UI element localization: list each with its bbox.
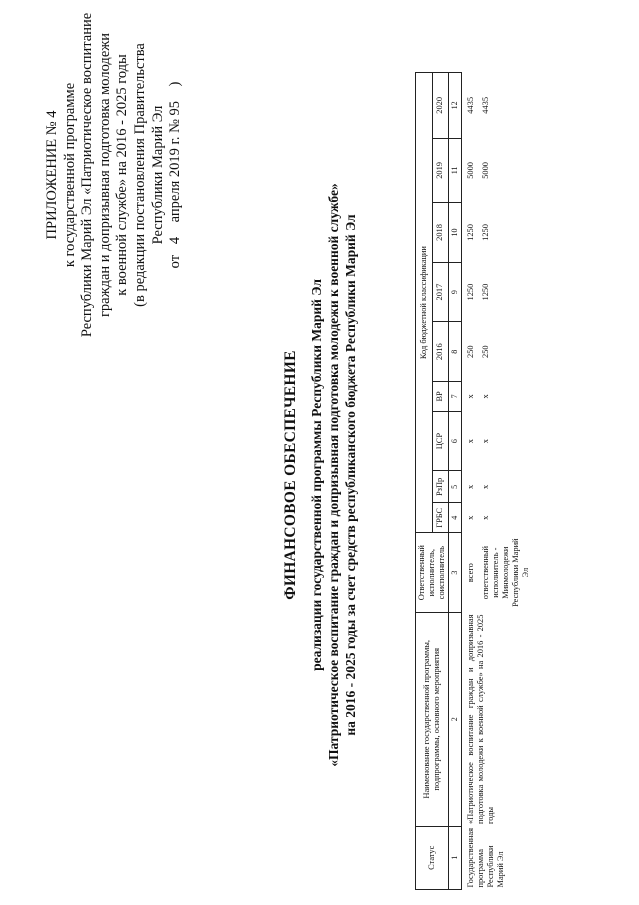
column-number: 6	[449, 411, 462, 471]
row-rzpr: x	[481, 484, 490, 489]
column-number: 3	[449, 533, 462, 613]
financing-table	[415, 72, 532, 890]
column-number: 8	[449, 322, 462, 382]
row-vr: x	[481, 394, 490, 399]
row-2017: 1250	[466, 283, 475, 301]
row-2019: 5000	[481, 162, 490, 179]
row-grbs: x	[481, 515, 490, 520]
header-name: Наименование государственной программы, подпрограммы, основного мероприятия	[416, 613, 449, 826]
header-executor: Ответственный исполнитель, соисполнитель	[416, 533, 449, 613]
header-2018: 2018	[432, 203, 449, 263]
table-row	[462, 73, 478, 890]
header-rzpr: РзПр	[432, 471, 449, 503]
row-2016: 250	[481, 345, 490, 358]
column-number: 10	[449, 203, 462, 263]
appendix-line: Республики Марий Эл	[149, 105, 166, 245]
row-executor: ответственный исполнитель - Минмолодежи Республики Марий Эл	[481, 538, 530, 607]
column-number: 2	[449, 613, 462, 826]
row-vr: x	[466, 394, 475, 399]
column-number: 1	[449, 826, 462, 889]
header-status: Статус	[416, 826, 449, 889]
column-number: 11	[449, 138, 462, 203]
appendix-line: Республики Марий Эл «Патриотическое воспитание	[79, 12, 96, 338]
column-number: 9	[449, 262, 462, 322]
appendix-line: к военной службе» на 2016 - 2025 годы	[114, 54, 131, 296]
row-2020: 4435	[466, 96, 475, 114]
appendix-line: граждан и допризывная подготовка молодежи	[96, 32, 113, 318]
column-number-row	[449, 73, 462, 890]
appendix-signature-line: от 4 апреля 2019 г. № 95 )	[167, 81, 184, 269]
column-number: 12	[449, 73, 462, 139]
title-sub-line: реализации государственной программы Республики Марий Эл	[309, 279, 324, 671]
appendix-block	[44, 0, 185, 365]
row-2017: 1250	[481, 283, 490, 301]
appendix-line: (в редакции постановления Правительства	[131, 43, 148, 307]
document-title	[282, 125, 359, 825]
title-sub-line: на 2016 - 2025 годы за счет средств республиканского бюджета Республики Марий Эл	[343, 214, 358, 736]
row-program-name: «Патриотическое воспитание граждан и допризывная подготовка молодежи к военной службе» на 2016 - 2025 годы	[466, 614, 495, 825]
header-2016: 2016	[432, 322, 449, 382]
header-2020: 2020	[432, 73, 449, 139]
row-grbs: x	[466, 515, 475, 520]
row-csr: x	[481, 439, 490, 444]
row-executor: всего	[466, 563, 475, 583]
column-number: 5	[449, 471, 462, 503]
row-2018: 1250	[466, 224, 475, 241]
header-2017: 2017	[432, 262, 449, 322]
appendix-line: ПРИЛОЖЕНИЕ № 4	[44, 110, 60, 240]
column-number: 4	[449, 503, 462, 533]
row-rzpr: x	[466, 484, 475, 489]
appendix-line: к государственной программе	[61, 82, 78, 268]
header-2019: 2019	[432, 138, 449, 203]
row-2018: 1250	[481, 224, 490, 241]
title-main: ФИНАНСОВОЕ ОБЕСПЕЧЕНИЕ	[282, 350, 299, 600]
title-sub-line: «Патриотическое воспитание граждан и допризывная подготовка молодежи к военной службе»	[326, 183, 341, 767]
header-row	[416, 73, 433, 890]
column-number: 7	[449, 381, 462, 411]
row-csr: x	[466, 439, 475, 444]
header-csr: ЦСР	[432, 411, 449, 471]
row-2019: 5000	[466, 162, 475, 179]
header-grbs: ГРБС	[432, 503, 449, 533]
header-budget-code: Код бюджетной классификации	[416, 73, 433, 533]
row-2020: 4435	[481, 96, 490, 114]
header-vr: ВР	[432, 381, 449, 411]
row-2016: 250	[466, 345, 475, 358]
row-status: Государственная программа Республики Марий Эл	[466, 828, 505, 888]
